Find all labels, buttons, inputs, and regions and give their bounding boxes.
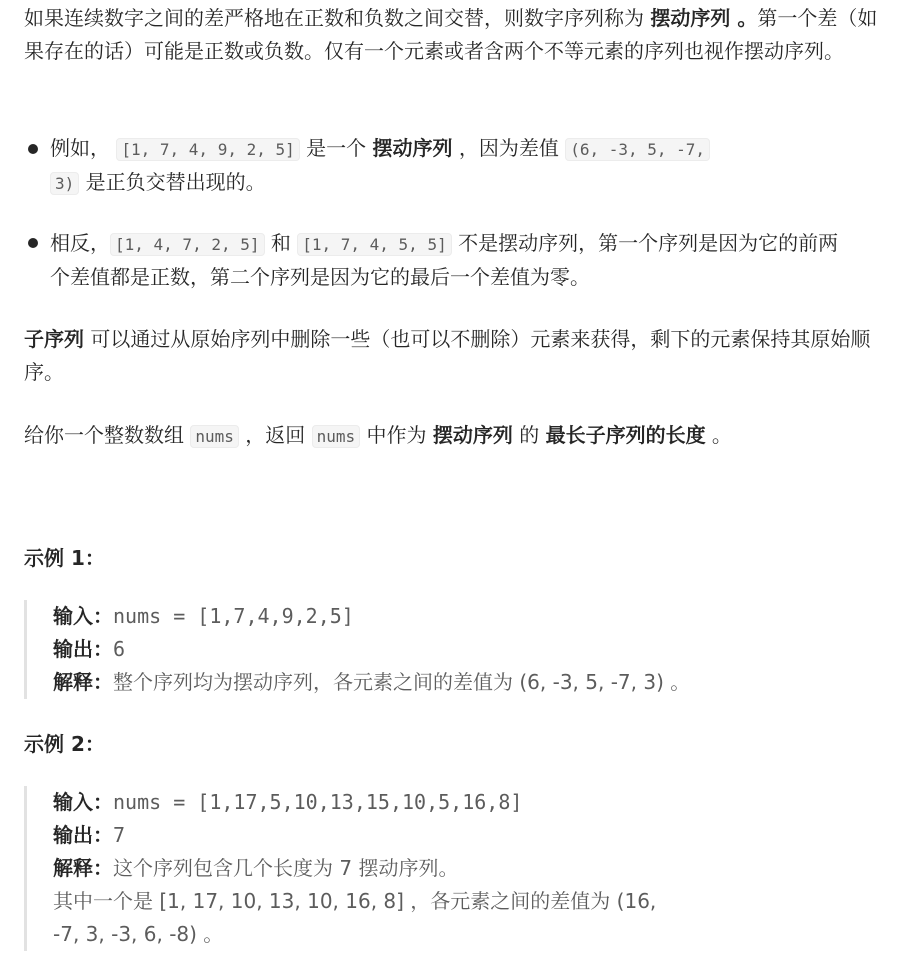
- explain-text: 整个序列均为摆动序列，各元素之间的差值为 (6, -3, 5, -7, 3) 。: [113, 670, 691, 694]
- bullet-dot: [28, 238, 38, 248]
- task-paragraph: [24, 419, 890, 453]
- input-label: 输入：: [53, 604, 113, 628]
- intro-text-c: 第一个差（如果存在的话）可能是正数或负数。仅有一个元素或者含两个不等元素的序列也视作摆动序列。: [24, 6, 878, 63]
- paragraph-text: 的: [512, 423, 546, 447]
- inline-code: 3): [50, 172, 79, 195]
- intro-paragraph: [24, 2, 890, 68]
- example-output-line: [53, 633, 890, 666]
- subsequence-paragraph: [24, 323, 890, 389]
- wiggle-term: 摆动序列 。: [650, 6, 758, 30]
- paragraph-text: 中作为: [360, 423, 433, 447]
- bullet-text: 是一个: [299, 136, 373, 160]
- example-explain-line: [53, 852, 890, 885]
- bullet-text: 例如，: [50, 136, 117, 160]
- example-input-line: [53, 786, 890, 819]
- list-item: [50, 132, 850, 200]
- example-input-line: [53, 600, 890, 633]
- bold-term: 子序列: [24, 327, 84, 351]
- bullet-text: 不是摆动序列，第一个序列是因为它的前两个差值都是正数，第二个序列是因为它的最后一个差值为零。: [50, 231, 839, 289]
- explain-label: 解释：: [53, 856, 113, 880]
- bold-term: 摆动序列: [372, 136, 453, 160]
- output-label: 输出：: [53, 637, 113, 661]
- inline-code: [1, 7, 4, 9, 2, 5]: [116, 138, 299, 161]
- inline-code: [1, 7, 4, 5, 5]: [297, 233, 452, 256]
- bullet-text: 和: [264, 231, 298, 255]
- list-item: [50, 227, 850, 294]
- input-value: nums = [1,7,4,9,2,5]: [113, 604, 354, 628]
- output-value: 7: [113, 823, 126, 847]
- example-explain-line-3: -7, 3, -3, 6, -8) 。: [53, 922, 224, 946]
- example-output-line: [53, 819, 890, 852]
- bullet-text: 相反，: [50, 231, 110, 255]
- bold-term: 最长子序列的长度: [545, 423, 706, 447]
- bullet-dot: [28, 144, 38, 154]
- bold-term: 摆动序列: [432, 423, 513, 447]
- paragraph-text: ，返回: [238, 423, 312, 447]
- example-2-block: [24, 786, 890, 951]
- paragraph-text: 给你一个整数数组: [24, 423, 191, 447]
- example-2-title: 示例 2：: [24, 732, 105, 756]
- paragraph-text: 可以通过从原始序列中删除一些（也可以不删除）元素来获得，剩下的元素保持其原始顺序。: [24, 327, 871, 384]
- inline-code: [1, 4, 7, 2, 5]: [110, 233, 265, 256]
- input-value: nums = [1,17,5,10,13,15,10,5,16,8]: [113, 790, 523, 814]
- inline-code: nums: [312, 425, 361, 448]
- input-label: 输入：: [53, 790, 113, 814]
- example-1-title: 示例 1：: [24, 546, 105, 570]
- bullet-text: ，因为差值: [452, 136, 566, 160]
- example-explain-line: [53, 666, 890, 699]
- inline-code: (6, -3, 5, -7,: [565, 138, 710, 161]
- explain-text: 这个序列包含几个长度为 7 摆动序列。: [113, 856, 459, 880]
- output-value: 6: [113, 637, 126, 661]
- example-explain-line-2: 其中一个是 [1, 17, 10, 13, 10, 16, 8] ，各元素之间的差值为 (16,: [53, 889, 657, 913]
- explain-label: 解释：: [53, 670, 113, 694]
- paragraph-text: 。: [705, 423, 732, 447]
- bullet-text: 是正负交替出现的。: [79, 170, 266, 194]
- output-label: 输出：: [53, 823, 113, 847]
- example-1-block: [24, 600, 890, 699]
- inline-code: nums: [190, 425, 239, 448]
- intro-text-a: 如果连续数字之间的差严格地在正数和负数之间交替，则数字序列称为: [24, 6, 651, 30]
